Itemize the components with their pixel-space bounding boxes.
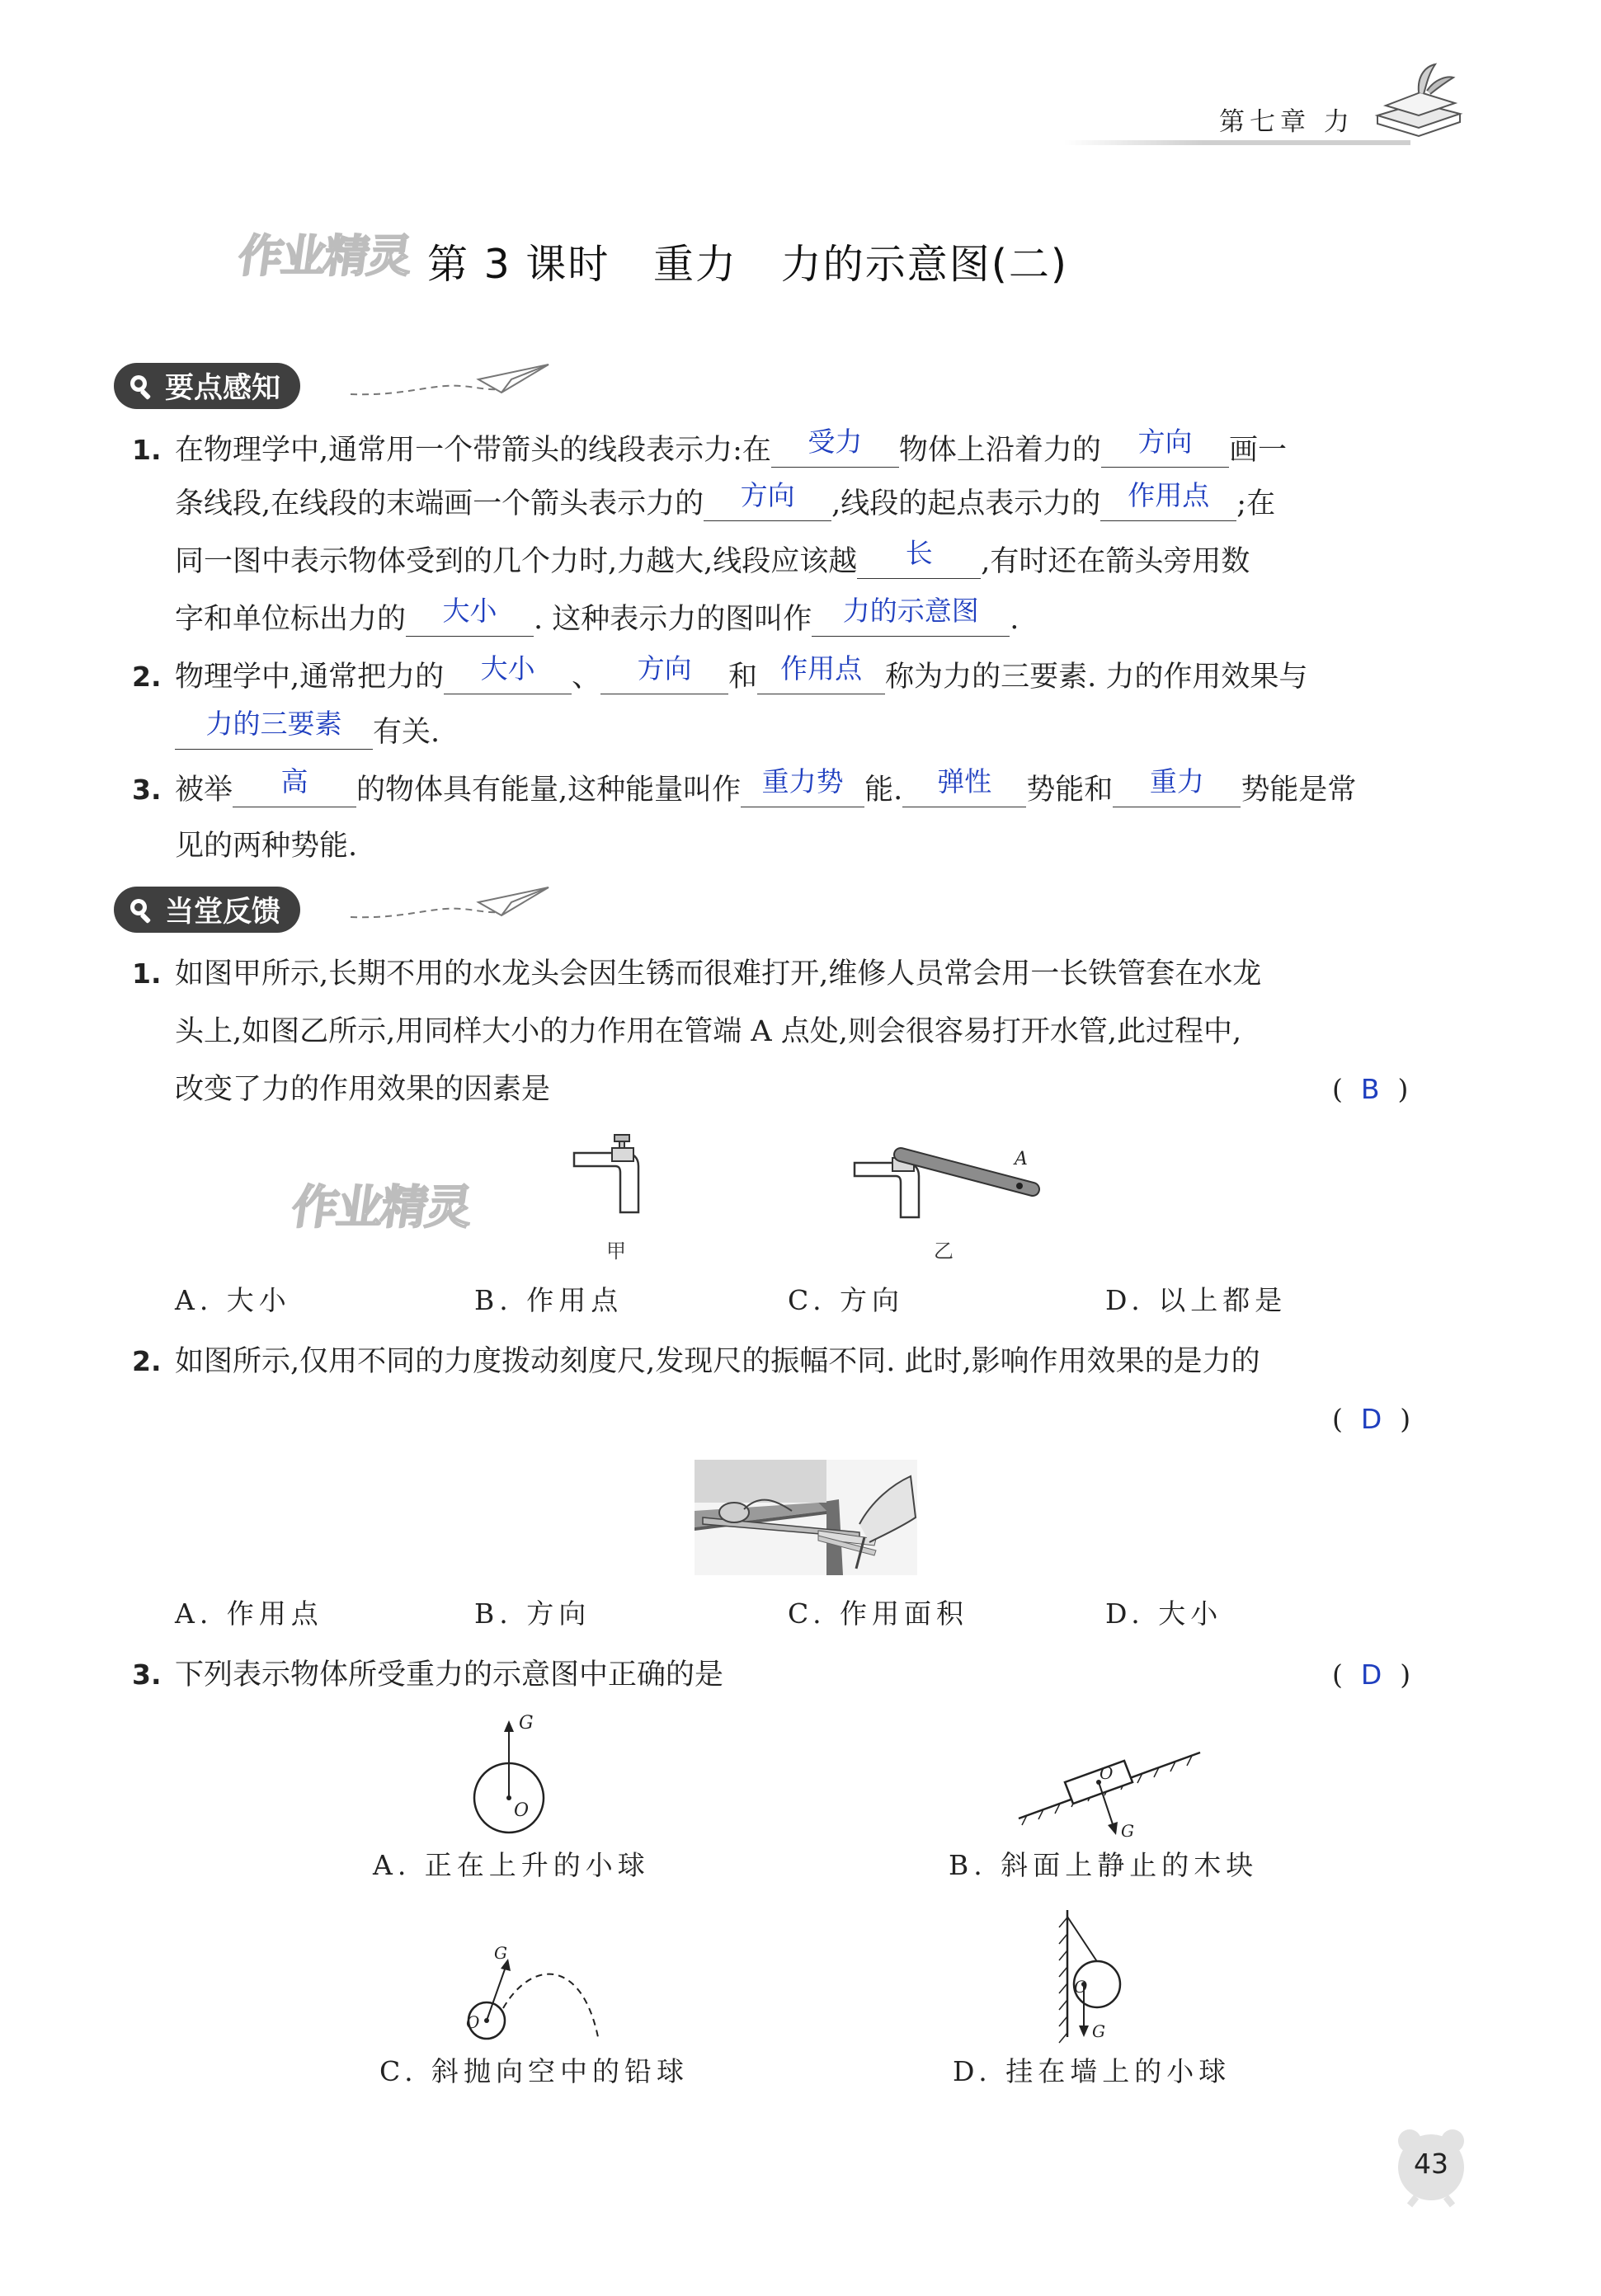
answer-blank: 受力 bbox=[771, 434, 899, 468]
question-text: 见的两种势能. bbox=[175, 830, 358, 863]
question-text: 、 bbox=[572, 661, 601, 694]
question-line bbox=[175, 479, 1276, 525]
question-text: 称为力的三要素. 力的作用效果与 bbox=[885, 661, 1308, 694]
answer-blank: 大小 bbox=[444, 661, 572, 694]
question-text: 势能是常 bbox=[1241, 774, 1357, 807]
question-line bbox=[175, 652, 1308, 699]
question-text: ,有时还在箭头旁用数 bbox=[981, 545, 1250, 578]
question-text: 的物体具有能量,这种能量叫作 bbox=[356, 774, 742, 807]
question-line bbox=[175, 537, 1250, 583]
answer-blank: 作用点 bbox=[757, 661, 885, 694]
option: C. 作用面积 bbox=[788, 1597, 969, 1630]
question-text: 物体上沿着力的 bbox=[898, 434, 1101, 467]
force-label: G bbox=[1092, 2021, 1105, 2041]
answer-blank: 重力势 bbox=[741, 774, 864, 807]
question-line: 下列表示物体所受重力的示意图中正确的是 bbox=[175, 1658, 724, 1691]
question-text: ;在 bbox=[1236, 487, 1276, 520]
section-feedback bbox=[114, 887, 300, 933]
question-number: 2. bbox=[132, 1345, 162, 1377]
books-icon bbox=[1369, 58, 1468, 140]
option: C. 斜抛向空中的铅球 bbox=[379, 2055, 690, 2087]
answer-blank: 方向 bbox=[1101, 434, 1229, 468]
section-key-points bbox=[114, 363, 300, 409]
question-text: 和 bbox=[728, 661, 758, 694]
answer-choice: D bbox=[1360, 1658, 1382, 1691]
question-line bbox=[175, 708, 440, 754]
section-label: 要点感知 bbox=[165, 372, 281, 405]
option: B. 作用点 bbox=[474, 1284, 624, 1316]
question-line bbox=[175, 825, 357, 868]
answer-choice: B bbox=[1360, 1073, 1380, 1105]
diagram-hanging-ball bbox=[1056, 1905, 1155, 2045]
option: D. 以上都是 bbox=[1105, 1284, 1288, 1316]
center-label: O bbox=[1100, 1763, 1114, 1783]
question-number: 3. bbox=[132, 774, 162, 806]
diagram-block-on-incline bbox=[1010, 1736, 1208, 1843]
question-line: 头上,如图乙所示,用同样大小的力作用在管端 A 点处,则会很容易打开水管,此过程中, bbox=[175, 1015, 1242, 1048]
force-label: G bbox=[494, 1943, 507, 1963]
diagram-rising-ball bbox=[458, 1707, 573, 1847]
center-label: O bbox=[1074, 1977, 1088, 1997]
answer-blank: 方向 bbox=[600, 661, 728, 694]
figure-caption: 甲 bbox=[606, 1240, 626, 1263]
page-title: 第 3 课时 重力 力的示意图(二) bbox=[427, 241, 1069, 288]
point-a-label: A bbox=[1015, 1149, 1028, 1169]
page-number: 43 bbox=[1388, 2123, 1474, 2209]
answer-blank: 力的示意图 bbox=[812, 603, 1010, 637]
question-text: 被举 bbox=[175, 774, 233, 807]
answer-blank: 力的三要素 bbox=[175, 716, 373, 750]
question-number: 3. bbox=[132, 1658, 162, 1691]
magnifier-icon bbox=[127, 896, 155, 924]
question-number: 1. bbox=[132, 434, 162, 466]
option: A. 作用点 bbox=[175, 1597, 323, 1630]
question-line: 如图甲所示,长期不用的水龙头会因生锈而很难打开,维修人员常会用一长铁管套在水龙 bbox=[175, 957, 1262, 990]
question-line: 改变了力的作用效果的因素是 bbox=[175, 1073, 551, 1106]
option: D. 大小 bbox=[1105, 1597, 1223, 1630]
option: A. 正在上升的小球 bbox=[373, 1849, 650, 1881]
answer-blank: 重力 bbox=[1113, 774, 1241, 807]
answer-paren: ( D ) bbox=[1332, 1658, 1411, 1691]
answer-blank: 长 bbox=[857, 545, 981, 579]
question-text: 字和单位标出力的 bbox=[175, 603, 407, 636]
watermark: 作业精灵 bbox=[235, 230, 414, 282]
faucet-figure-b bbox=[850, 1130, 1048, 1221]
magnifier-icon bbox=[127, 372, 155, 400]
answer-paren: ( B ) bbox=[1332, 1073, 1409, 1105]
center-label: O bbox=[466, 2012, 480, 2032]
faucet-figure-a bbox=[569, 1130, 668, 1221]
question-text: 势能和 bbox=[1026, 774, 1114, 807]
question-text: 有关. bbox=[373, 716, 440, 749]
paper-plane-icon bbox=[346, 355, 561, 404]
answer-blank: 作用点 bbox=[1100, 487, 1236, 521]
question-line bbox=[175, 426, 1287, 472]
force-label: G bbox=[1121, 1821, 1134, 1841]
question-line bbox=[175, 765, 1357, 812]
option: B. 斜面上静止的木块 bbox=[949, 1849, 1259, 1881]
question-text: 画一 bbox=[1228, 434, 1287, 467]
question-text: 物理学中,通常把力的 bbox=[175, 661, 445, 694]
paper-plane-icon bbox=[346, 877, 561, 927]
ruler-photo bbox=[695, 1460, 917, 1575]
answer-blank: 方向 bbox=[704, 487, 831, 521]
question-line bbox=[175, 595, 1019, 641]
force-label: G bbox=[519, 1713, 534, 1734]
option: D. 挂在墙上的小球 bbox=[953, 2055, 1231, 2087]
watermark: 作业精灵 bbox=[288, 1181, 474, 1235]
answer-paren: ( D ) bbox=[1332, 1403, 1411, 1435]
center-label: O bbox=[514, 1800, 530, 1821]
question-number: 1. bbox=[132, 957, 162, 990]
header-divider bbox=[1064, 140, 1410, 145]
question-number: 2. bbox=[132, 661, 162, 693]
question-text: ,线段的起点表示力的 bbox=[831, 487, 1101, 520]
chapter-header: 第七章 力 bbox=[1219, 107, 1354, 137]
answer-blank: 高 bbox=[233, 774, 356, 807]
option: C. 方向 bbox=[788, 1284, 905, 1316]
figure-caption: 乙 bbox=[934, 1240, 954, 1263]
answer-blank: 弹性 bbox=[902, 774, 1026, 807]
question-line: 如图所示,仅用不同的力度拨动刻度尺,发现尺的振幅不同. 此时,影响作用效果的是力的 bbox=[175, 1345, 1260, 1378]
question-text: 条线段,在线段的末端画一个箭头表示力的 bbox=[175, 487, 704, 520]
question-text: . 这种表示力的图叫作 bbox=[534, 603, 812, 636]
option: A. 大小 bbox=[175, 1284, 291, 1316]
question-text: 在物理学中,通常用一个带箭头的线段表示力:在 bbox=[175, 434, 771, 467]
option: B. 方向 bbox=[474, 1597, 591, 1630]
answer-choice: D bbox=[1360, 1403, 1382, 1435]
section-label: 当堂反馈 bbox=[165, 896, 281, 929]
answer-blank: 大小 bbox=[406, 603, 534, 637]
question-text: 同一图中表示物体受到的几个力时,力越大,线段应该越 bbox=[175, 545, 858, 578]
question-text: 能. bbox=[864, 774, 903, 807]
diagram-shot-put bbox=[458, 1942, 615, 2045]
question-text: . bbox=[1010, 603, 1019, 636]
